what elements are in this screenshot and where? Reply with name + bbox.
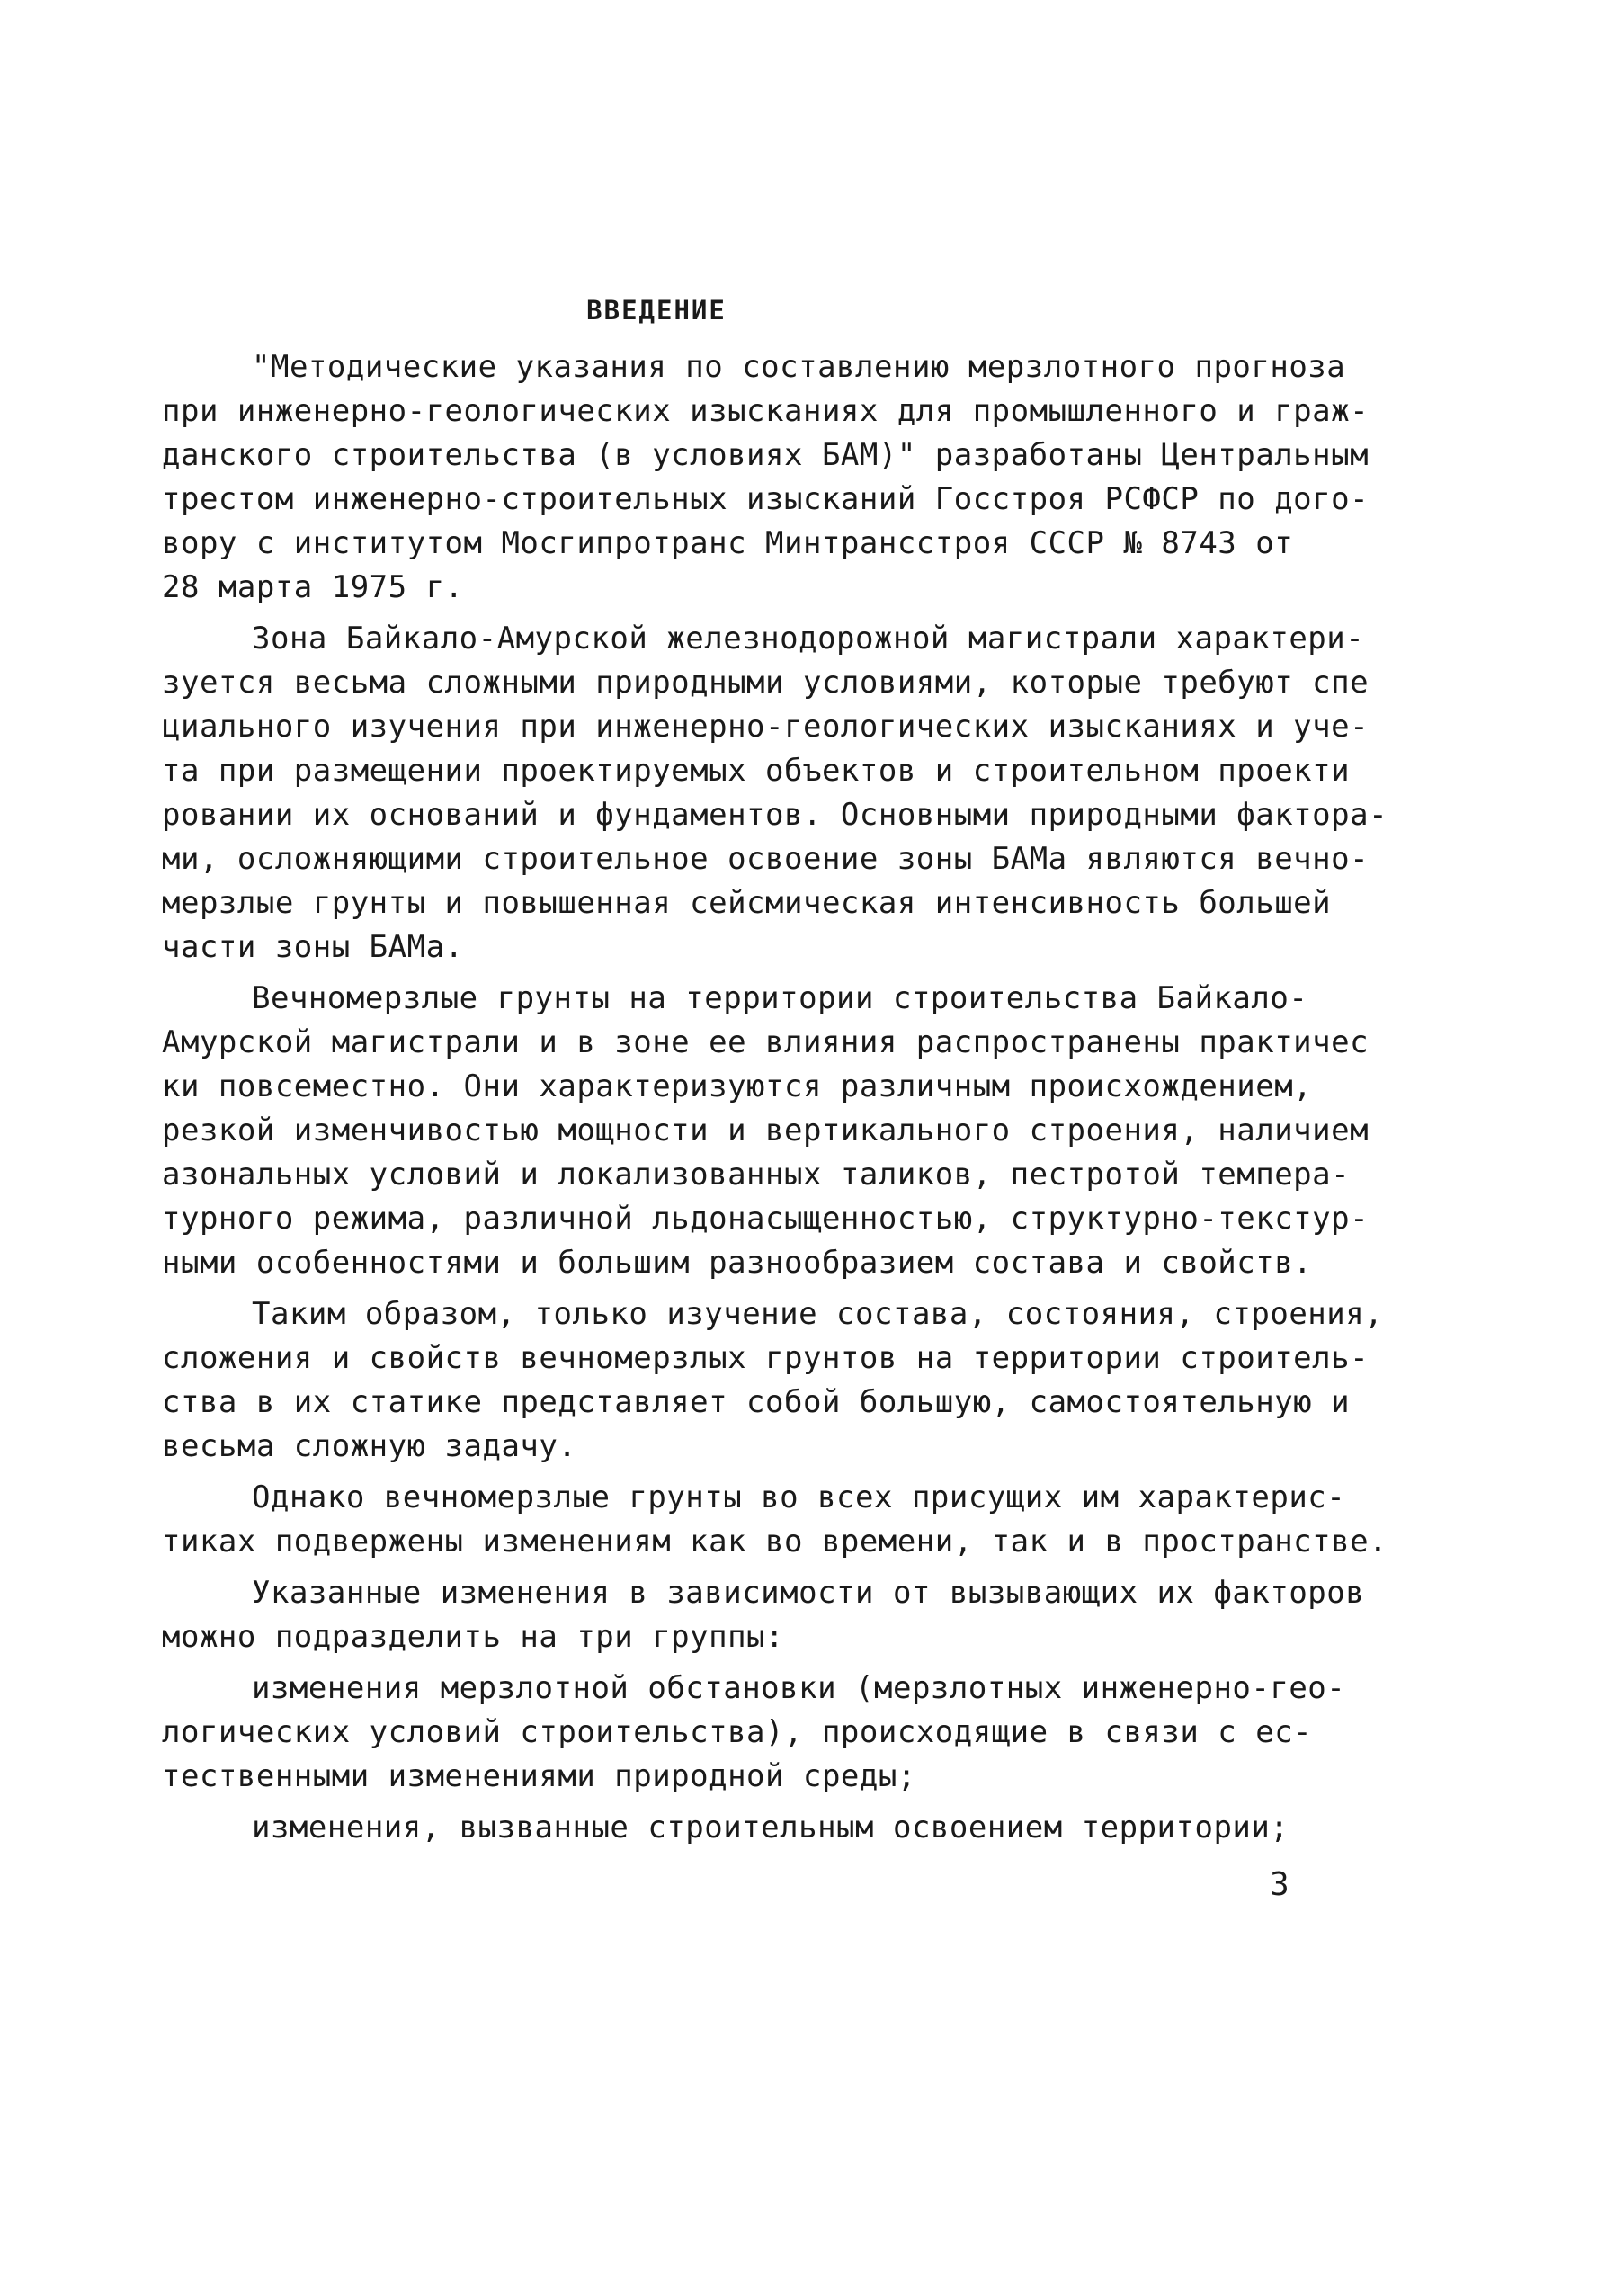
text-line: ки повсеместно. Они характеризуются различным происхождением, xyxy=(162,1068,1313,1104)
text-line: Указанные изменения в зависимости от вызывающих их факторов xyxy=(252,1575,1365,1611)
text-line: данского строительства (в условиях БАМ)" разработаны Центральным xyxy=(162,437,1370,473)
text-line: Вечномерзлые грунты на территории строительства Байкало- xyxy=(252,980,1308,1016)
text-line: Однако вечномерзлые грунты во всех присущих им характерис- xyxy=(252,1479,1346,1515)
page-number: 3 xyxy=(1270,1866,1289,1903)
text-line: Амурской магистрали и в зоне ее влияния распространены практичес xyxy=(162,1024,1370,1060)
text-line: 28 марта 1975 г. xyxy=(162,569,464,605)
text-line: вору с институтом Мосгипротранс Минтрансстроя СССР № 8743 от xyxy=(162,525,1294,561)
page-title: ВВЕДЕНИЕ xyxy=(586,295,727,326)
text-line: Зона Байкало-Амурской железнодорожной магистрали характери- xyxy=(252,621,1365,657)
text-line: изменения мерзлотной обстановки (мерзлотных инженерно-гео- xyxy=(252,1670,1346,1706)
text-line: логических условий строительства), происходящие в связи с ес- xyxy=(162,1714,1313,1750)
text-line: Таким образом, только изучение состава, состояния, строения, xyxy=(252,1296,1384,1332)
text-line: циального изучения при инженерно-геологических изысканиях и уче- xyxy=(162,709,1370,745)
text-line: зуется весьма сложными природными условиями, которые требуют спе xyxy=(162,665,1370,701)
text-line: тиках подвержены изменениям как во времени, так и в пространстве. xyxy=(162,1524,1388,1560)
text-line: турного режима, различной льдонасыщенностью, структурно-текстур- xyxy=(162,1201,1370,1237)
text-line: ми, осложняющими строительное освоение зоны БАМа являются вечно- xyxy=(162,841,1370,877)
text-line: можно подразделить на три группы: xyxy=(162,1619,785,1655)
text-line: ными особенностями и большим разнообразием состава и свойств. xyxy=(162,1245,1313,1281)
text-line: части зоны БАМа. xyxy=(162,929,464,965)
text-line: трестом инженерно-строительных изысканий Госстроя РСФСР по дого- xyxy=(162,481,1370,517)
text-line: резкой изменчивостью мощности и вертикального строения, наличием xyxy=(162,1113,1370,1148)
text-line: при инженерно-геологических изысканиях для промышленного и граж- xyxy=(162,393,1370,429)
text-line: сложения и свойств вечномерзлых грунтов на территории строитель- xyxy=(162,1340,1370,1376)
text-line: изменения, вызванные строительным освоением территории; xyxy=(252,1810,1289,1845)
text-line: тественными изменениями природной среды; xyxy=(162,1758,916,1794)
text-line: ровании их оснований и фундаментов. Основными природными фактора- xyxy=(162,797,1388,833)
text-line: мерзлые грунты и повышенная сейсмическая интенсивность большей xyxy=(162,885,1332,921)
text-line: та при размещении проектируемых объектов и строительном проекти xyxy=(162,753,1351,789)
text-line: весьма сложную задачу. xyxy=(162,1428,577,1464)
text-line: азональных условий и локализованных таликов, пестротой темпера- xyxy=(162,1157,1351,1193)
text-line: "Методические указания по составлению мерзлотного прогноза xyxy=(252,349,1346,385)
text-line: ства в их статике представляет собой большую, самостоятельную и xyxy=(162,1384,1351,1420)
